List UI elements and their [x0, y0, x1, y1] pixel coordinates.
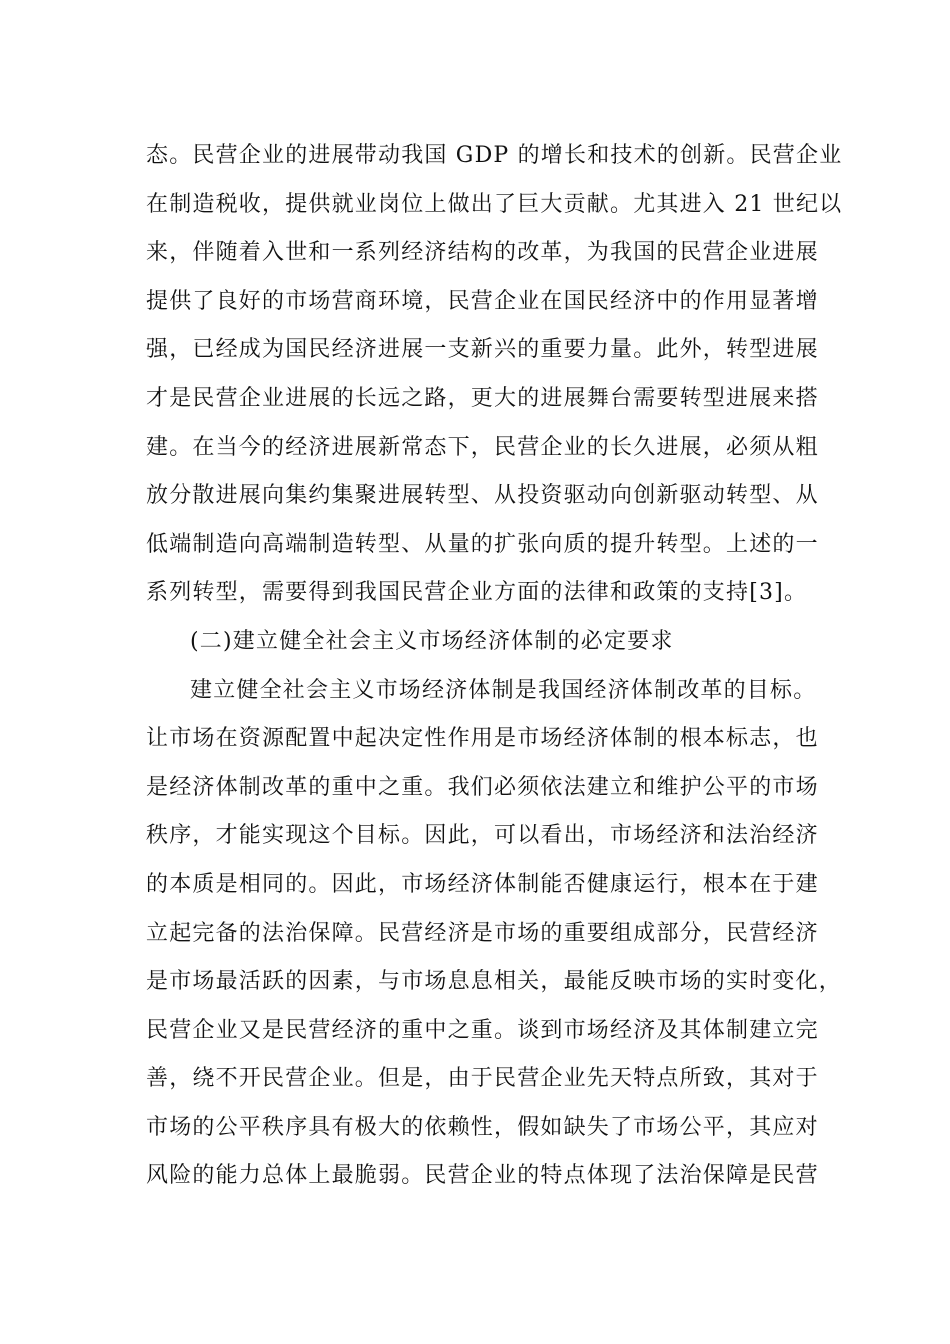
paragraph-line: 风险的能力总体上最脆弱。民营企业的特点体现了法治保障是民营	[146, 1163, 819, 1189]
body-text	[146, 132, 843, 1201]
paragraph-line: 立起完备的法治保障。民营经济是市场的重要组成部分，民营经济	[146, 920, 819, 946]
paragraph-line: 是市场最活跃的因素，与市场息息相关，最能反映市场的实时变化，	[146, 969, 843, 995]
paragraph-line: 来，伴随着入世和一系列经济结构的改革，为我国的民营企业进展	[146, 240, 819, 266]
section-heading: (二)建立健全社会主义市场经济体制的必定要求	[190, 628, 674, 654]
paragraph-line: 才是民营企业进展的长远之路，更大的进展舞台需要转型进展来搭	[146, 385, 819, 411]
paragraph-line: 放分散进展向集约集聚进展转型、从投资驱动向创新驱动转型、从	[146, 483, 819, 509]
paragraph-line: 让市场在资源配置中起决定性作用是市场经济体制的根本标志，也	[146, 726, 819, 752]
paragraph-line: 秩序，才能实现这个目标。因此，可以看出，市场经济和法治经济	[146, 823, 819, 849]
paragraph-line: 在制造税收，提供就业岗位上做出了巨大贡献。尤其进入 21 世纪以	[146, 191, 843, 217]
paragraph-line: 民营企业又是民营经济的重中之重。谈到市场经济及其体制建立完	[146, 1017, 819, 1043]
paragraph-line: 是经济体制改革的重中之重。我们必须依法建立和维护公平的市场	[146, 774, 819, 800]
paragraph-line: 市场的公平秩序具有极大的依赖性，假如缺失了市场公平，其应对	[146, 1114, 819, 1140]
paragraph-line: 建立健全社会主义市场经济体制是我国经济体制改革的目标。	[190, 677, 817, 703]
paragraph-line: 态。民营企业的进展带动我国 GDP 的增长和技术的创新。民营企业	[146, 143, 843, 168]
paragraph-line: 建。在当今的经济进展新常态下，民营企业的长久进展，必须从粗	[146, 434, 819, 460]
paragraph-line: 强，已经成为国民经济进展一支新兴的重要力量。此外，转型进展	[146, 337, 819, 363]
paragraph-line: 低端制造向高端制造转型、从量的扩张向质的提升转型。上述的一	[146, 531, 819, 557]
paragraph-line: 善，绕不开民营企业。但是，由于民营企业先天特点所致，其对于	[146, 1066, 819, 1092]
paragraph-line: 系列转型，需要得到我国民营企业方面的法律和政策的支持[3]。	[146, 580, 808, 606]
paragraph-line: 提供了良好的市场营商环境，民营企业在国民经济中的作用显著增	[146, 288, 819, 314]
paragraph-line: 的本质是相同的。因此，市场经济体制能否健康运行，根本在于建	[146, 871, 819, 897]
